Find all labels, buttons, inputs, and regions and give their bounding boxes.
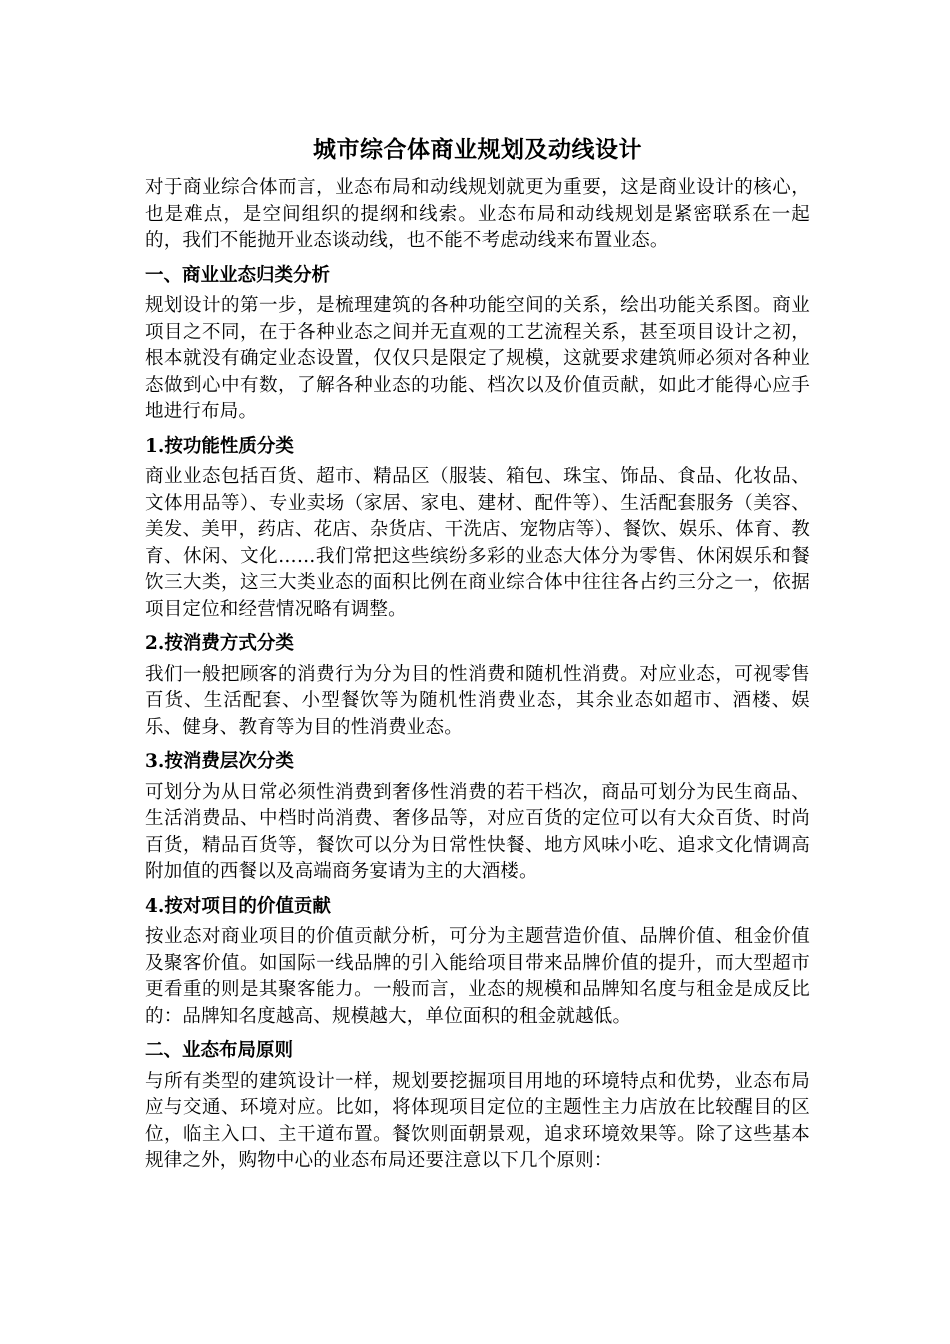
section-paragraph-by-value-contribution: 按业态对商业项目的价值贡献分析，可分为主题营造价值、品牌价值、租金价值及聚客价值。如国际一线品牌的引入能给项目带来品牌价值的提升，而大型超市更看重的则是其聚客能力。一般而言，业态的规模和品牌知名度与租金是成反比的：品牌知名度越高、规模越大，单位面积的租金就越低。 xyxy=(145,926,810,1027)
section-paragraph-layout-principles: 与所有类型的建筑设计一样，规划要挖掘项目用地的环境特点和优势，业态布局应与交通、环境对应。比如，将体现项目定位的主题性主力店放在比较醒目的区位，临主入口、主干道布置。餐饮则面朝景观，追求环境效果等。除了这些基本规律之外，购物中心的业态布局还要注意以下几个原则： xyxy=(145,1070,810,1171)
document-title: 城市综合体商业规划及动线设计 xyxy=(313,136,642,163)
section-heading-layout-principles: 二、业态布局原则 xyxy=(145,1040,294,1061)
section-paragraph-business-classification: 规划设计的第一步，是梳理建筑的各种功能空间的关系，绘出功能关系图。商业项目之不同，在于各种业态之间并无直观的工艺流程关系，甚至项目设计之初，根本就没有确定业态设置，仅仅只是限定了规模，这就要求建筑师必须对各种业态做到心中有数，了解各种业态的功能、档次以及价值贡献，如此才能得心应手地进行布局。 xyxy=(145,295,810,422)
section-paragraph-by-function: 商业业态包括百货、超市、精品区（服装、箱包、珠宝、饰品、食品、化妆品、文体用品等）、专业卖场（家居、家电、建材、配件等）、生活配套服务（美容、美发、美甲，药店、花店、杂货店、干洗店、宠物店等）、餐饮、娱乐、体育、教育、休闲、文化……我们常把这些缤纷多彩的业态大体分为零售、休闲娱乐和餐饮三大类，这三大类业态的面积比例在商业综合体中往往各占约三分之一，依据项目定位和经营情况略有调整。 xyxy=(145,466,810,620)
intro-paragraph: 对于商业综合体而言，业态布局和动线规划就更为重要，这是商业设计的核心，也是难点，是空间组织的提纲和线索。业态布局和动线规划是紧密联系在一起的，我们不能抛开业态谈动线，也不能不考虑动线来布置业态。 xyxy=(145,177,810,251)
section-paragraph-by-consumption-level: 可划分为从日常必须性消费到奢侈性消费的若干档次，商品可划分为民生商品、生活消费品、中档时尚消费、奢侈品等，对应百货的定位可以有大众百货、时尚百货，精品百货等，餐饮可以分为日常性快餐、地方风味小吃、追求文化情调高附加值的西餐以及高端商务宴请为主的大酒楼。 xyxy=(145,781,810,882)
section-heading-by-function: 1.按功能性质分类 xyxy=(145,435,294,457)
section-heading-business-classification: 一、商业业态归类分析 xyxy=(145,264,331,286)
document-page xyxy=(145,133,810,1175)
section-heading-by-consumption-mode: 2.按消费方式分类 xyxy=(145,633,294,654)
section-heading-by-value-contribution: 4.按对项目的价值贡献 xyxy=(145,895,331,917)
section-paragraph-by-consumption-mode: 我们一般把顾客的消费行为分为目的性消费和随机性消费。对应业态，可视零售百货、生活配套、小型餐饮等为随机性消费业态，其余业态如超市、酒楼、娱乐、健身、教育等为目的性消费业态。 xyxy=(145,663,810,738)
section-heading-by-consumption-level: 3.按消费层次分类 xyxy=(145,751,294,772)
